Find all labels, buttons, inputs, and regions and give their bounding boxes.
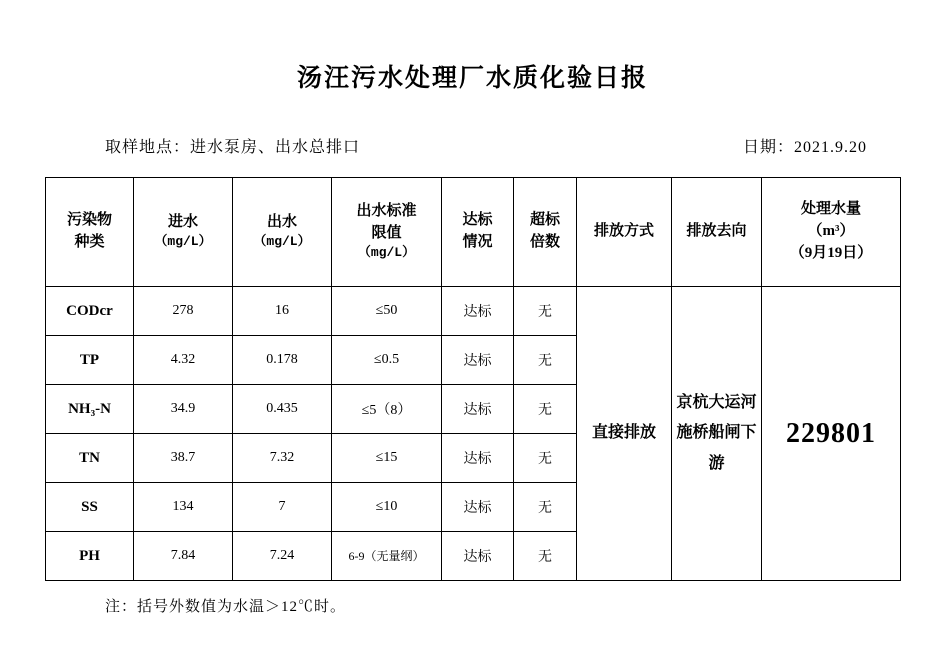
row-name-tn: TN [46,434,134,483]
row-exceed-nh3n: 无 [514,385,577,434]
water-quality-table [45,177,901,581]
header-pollutant [46,178,134,287]
header-influent-unit: （mg/L） [154,234,212,250]
row-standard-cod: ≤50 [332,287,442,336]
row-effluent-tp: 0.178 [233,336,332,385]
cell-discharge-destination: 京杭大运河施桥船闸下游 [672,287,762,581]
row-standard-tp: ≤0.5 [332,336,442,385]
cell-treated-volume: 229801 [762,287,901,581]
row-effluent-tn: 7.32 [233,434,332,483]
row-exceed-ss: 无 [514,483,577,532]
header-compliance-line2: 情况 [462,234,493,250]
table-header-row [46,178,901,287]
row-compliance-ss: 达标 [442,483,514,532]
row-exceed-cod: 无 [514,287,577,336]
row-standard-ph: 6-9（无量纲） [332,532,442,581]
row-standard-tn: ≤15 [332,434,442,483]
row-effluent-ph: 7.24 [233,532,332,581]
row-influent-tp: 4.32 [134,336,233,385]
row-standard-nh3n: ≤5（8） [332,385,442,434]
header-exceed-line2: 倍数 [529,234,560,250]
table-row [46,287,901,336]
header-volume-date: （9月19日） [789,244,873,261]
row-compliance-tn: 达标 [442,434,514,483]
row-exceed-ph: 无 [514,532,577,581]
header-standard-line2: 限值 [371,224,402,241]
header-exceed-line1: 超标 [529,212,560,229]
header-standard-line1: 出水标准 [356,202,417,219]
header-volume [762,178,901,287]
row-exceed-tp: 无 [514,336,577,385]
row-effluent-ss: 7 [233,483,332,532]
table-body [46,287,901,581]
header-volume-unit: （m³） [807,223,855,240]
row-compliance-tp: 达标 [442,336,514,385]
row-compliance-cod: 达标 [442,287,514,336]
meta-row [105,134,867,157]
header-exceed [514,178,577,287]
row-influent-tn: 38.7 [134,434,233,483]
row-influent-ss: 134 [134,483,233,532]
cell-discharge-mode: 直接排放 [577,287,672,581]
header-influent [134,178,233,287]
row-effluent-nh3n: 0.435 [233,385,332,434]
row-name-ss: SS [46,483,134,532]
header-pollutant-line1: 污染物 [66,212,112,229]
row-influent-cod: 278 [134,287,233,336]
header-discharge-mode: 排放方式 [577,178,672,287]
row-standard-ss: ≤10 [332,483,442,532]
header-effluent-line1: 出水 [266,213,297,230]
row-effluent-cod: 16 [233,287,332,336]
row-name-nh3n: NH₃-N [46,385,134,434]
row-name-tp: TP [46,336,134,385]
row-compliance-ph: 达标 [442,532,514,581]
header-effluent [233,178,332,287]
page-title: 汤汪污水处理厂水质化验日报 [296,65,648,92]
header-discharge-destination: 排放去向 [672,178,762,287]
table-footnote: 注：括号外数值为水温＞12℃时。 [105,599,347,615]
header-compliance-line1: 达标 [462,212,493,229]
header-compliance [442,178,514,287]
header-effluent-unit: （mg/L） [253,234,311,250]
row-compliance-nh3n: 达标 [442,385,514,434]
row-name-ph: PH [46,532,134,581]
report-table-wrap [45,177,900,581]
sampling-location: 取样地点：进水泵房、出水总排口 [105,139,361,156]
header-pollutant-line2: 种类 [74,234,105,250]
table-header [46,178,901,287]
row-exceed-tn: 无 [514,434,577,483]
header-standard [332,178,442,287]
header-standard-unit: （mg/L） [357,245,416,261]
header-volume-line1: 处理水量 [800,201,861,218]
row-influent-ph: 7.84 [134,532,233,581]
row-name-cod: CODcr [46,287,134,336]
header-influent-line1: 进水 [167,213,198,230]
row-influent-nh3n: 34.9 [134,385,233,434]
report-date: 日期：2021.9.20 [742,139,867,156]
